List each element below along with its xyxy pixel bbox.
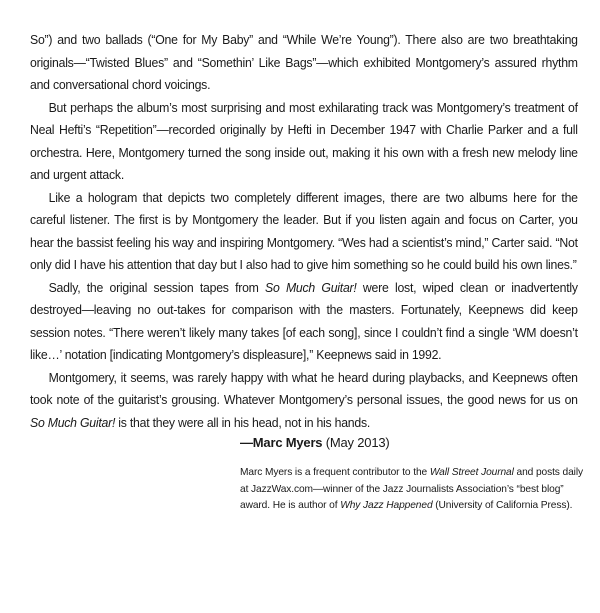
text-run: is that they were all in his head, not in his hands. [115, 414, 371, 430]
text-run: But perhaps the album’s most surprising and most exhilarating track was Montgomery’s treatment of Neal Hefti’s “Repetition”—recorded originally by Hefti in December 1947 with Charlie Parker and a full orchestra. Here, Montgomery turned the song inside out, making it his own with a fresh new melody line and urgent attack. [30, 99, 578, 182]
text-run: Montgomery, it seems, was rarely happy with what he heard during playbacks, and Keepnews often took note of the guitarist’s grousing. Whatever Montgomery’s personal issues, the good news for us on [30, 369, 578, 407]
paragraph [30, 277, 578, 367]
paragraph [30, 97, 578, 187]
book-title: Why Jazz Happened [340, 500, 433, 511]
text-run: Like a hologram that depicts two completely different images, there are two albums here for the careful listener. The first is by Montgomery the leader. But if you listen again and focus on Carter, you hear the bassist feeling his way and inspiring Montgomery. “Wes had a scientist’s mind,” Carter said. “Not only did I have his attention that day but I also had to give him something so he could build his own lines.” [30, 189, 578, 272]
text-run: were lost, wiped clean or inadvertently destroyed—leaving no out-takes for comparison with the masters. Fortunately, Keepnews did keep session notes. “There weren’t likely many takes [of each song], since I couldn’t find a single ‘WM doesn’t like…’ notation [indicating Montgomery’s displeasure],” Keepnews said in 1992. [30, 279, 578, 362]
bio-run: and posts daily at JazzWax.com—winner of the Jazz Journalists Association’s “best blog” award. He is author of [240, 467, 583, 511]
paragraph [30, 187, 578, 277]
publication-title: Wall Street Journal [429, 467, 514, 478]
bio-run: Marc Myers is a frequent contributor to the [240, 467, 430, 478]
album-title: So Much Guitar! [265, 279, 357, 295]
signature-date: (May 2013) [322, 435, 390, 450]
text-run: Sadly, the original session tapes from [48, 279, 266, 295]
paragraph [30, 29, 578, 97]
album-title: So Much Guitar! [30, 414, 116, 430]
text-run: So”) and two ballads (“One for My Baby” and “While We’re Young”). There also are two breathtaking originals—“Twisted Blues” and “Somethin’ Like Bags”—which exhibited Montgomery’s assured rhythm and conversational chord voicings. [30, 32, 578, 92]
paragraph [30, 367, 578, 435]
author-name: —Marc Myers [240, 435, 323, 450]
author-bio [240, 465, 585, 515]
bio-run: (University of California Press). [432, 500, 573, 511]
article-body [30, 29, 578, 434]
author-signature [240, 435, 390, 450]
